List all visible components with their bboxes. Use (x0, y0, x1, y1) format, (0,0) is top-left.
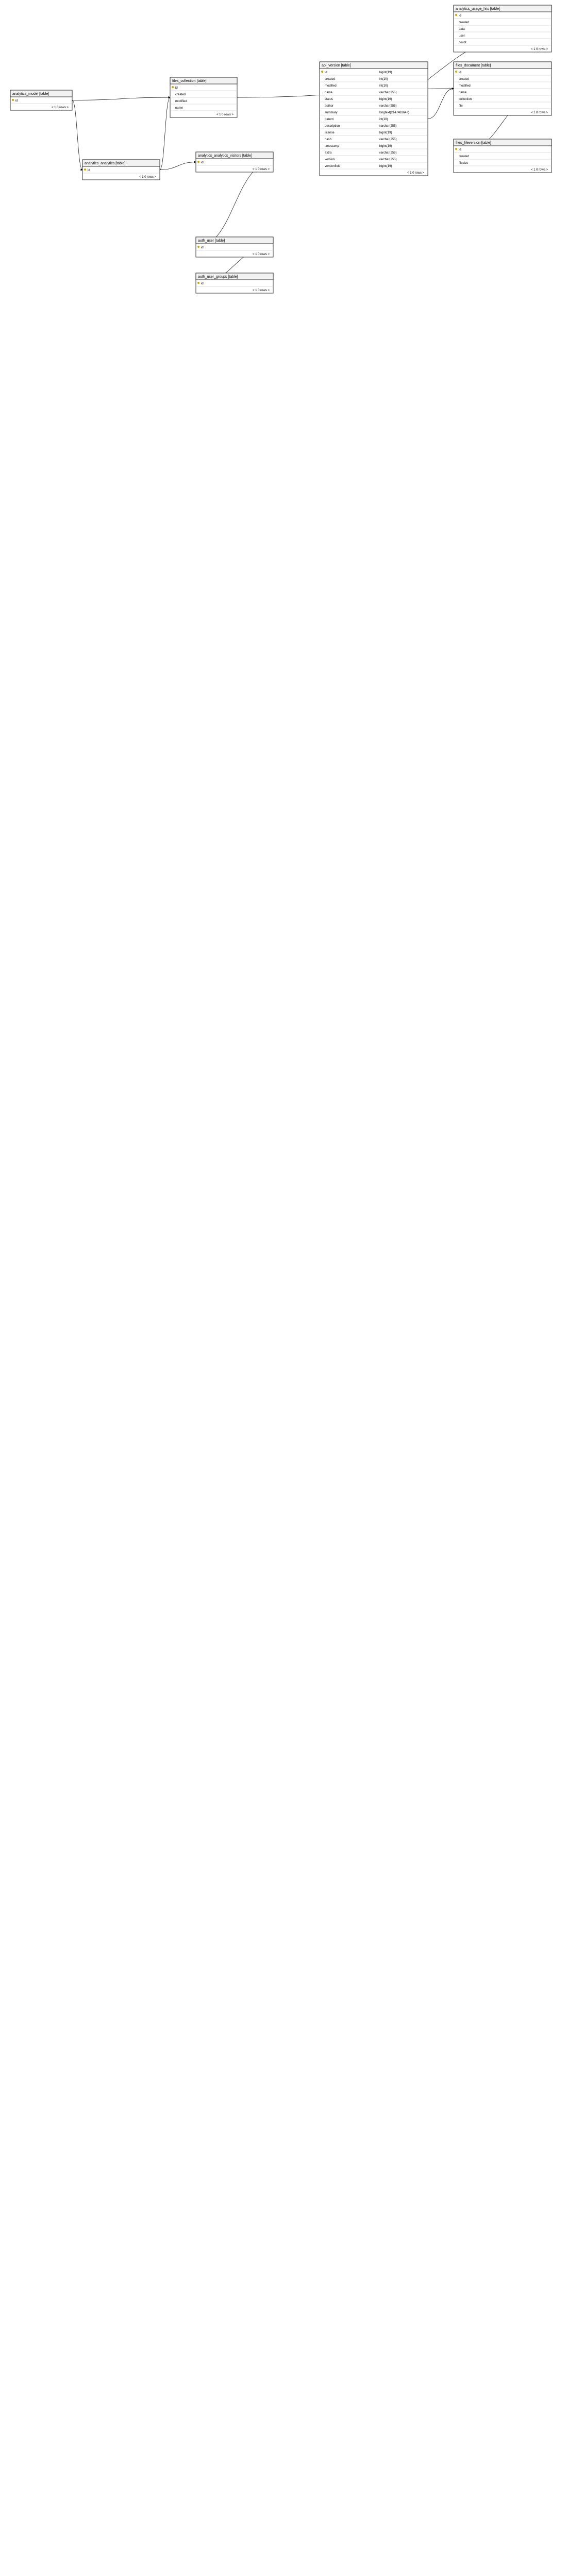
row-count: < 1 0 rows > (531, 48, 548, 51)
column-name: id (201, 246, 204, 249)
table-node[interactable] (196, 237, 273, 257)
table-name: api_version [table] (322, 64, 351, 67)
row-count: < 1 0 rows > (216, 113, 234, 116)
column-name: created (175, 93, 186, 96)
column-name: created (459, 21, 470, 24)
column-name: data (459, 28, 465, 31)
table-nodes (10, 5, 552, 293)
table-name: auth_user_groups [table] (198, 275, 238, 279)
table-node[interactable] (196, 152, 273, 172)
column-name: description (325, 125, 340, 128)
key-icon (12, 99, 14, 101)
column-type: varchar(255) (379, 158, 397, 161)
column-name: version (325, 158, 335, 161)
table-node[interactable] (454, 5, 552, 52)
column-type: varchar(255) (379, 125, 397, 128)
column-name: id (459, 148, 461, 151)
table-node[interactable] (10, 90, 72, 110)
table-name: files_fileversion [table] (456, 141, 491, 145)
column-name: id (459, 71, 461, 74)
key-icon (455, 71, 457, 73)
key-icon (321, 71, 323, 73)
key-icon (197, 282, 199, 284)
table-node[interactable] (170, 77, 237, 117)
relationship-edge (72, 97, 170, 100)
table-name: analytics_analytics_visitors [table] (198, 154, 253, 158)
row-count: < 1 0 rows > (531, 168, 548, 172)
column-name: id (325, 71, 327, 74)
table-name: analytics_model [table] (12, 92, 49, 96)
column-name: id (88, 169, 90, 172)
column-type: varchar(255) (379, 151, 397, 155)
row-count: < 1 0 rows > (139, 176, 157, 179)
table-box (454, 5, 552, 52)
table-node[interactable] (320, 62, 428, 176)
column-type: bigint(19) (379, 98, 392, 101)
relationship-edge (196, 162, 273, 247)
column-name: extra (325, 151, 332, 155)
column-type: int(10) (379, 84, 388, 88)
column-name: name (175, 107, 184, 110)
column-name: name (325, 91, 333, 94)
column-type: varchar(255) (379, 138, 397, 141)
key-icon (455, 14, 457, 16)
column-name: filesize (459, 162, 469, 165)
table-name: analytics_usage_hits [table] (456, 7, 500, 11)
column-type: bigint(19) (379, 71, 392, 74)
relationship-edge (160, 97, 170, 170)
column-name: file (459, 105, 463, 108)
column-type: varchar(255) (379, 105, 397, 108)
column-name: modified (325, 84, 337, 88)
column-name: versionfield (325, 165, 341, 168)
table-box (320, 62, 428, 176)
table-name: auth_user [table] (198, 239, 225, 243)
column-name: created (325, 78, 336, 81)
column-name: timestamp (325, 145, 339, 148)
table-name: files_collection [table] (172, 79, 207, 83)
row-count: < 1 0 rows > (52, 106, 69, 109)
relationship-edge (428, 89, 454, 119)
table-node[interactable] (454, 139, 552, 173)
key-icon (197, 161, 199, 163)
relationship-edge (72, 100, 82, 170)
column-name: id (175, 87, 178, 90)
column-name: summary (325, 111, 338, 114)
row-count: < 1 0 rows > (253, 168, 270, 171)
row-count: < 1 0 rows > (531, 111, 548, 114)
column-name: license (325, 131, 335, 134)
column-name: modified (459, 84, 471, 88)
column-name: user (459, 35, 465, 38)
relationship-edge (160, 162, 196, 170)
column-name: hash (325, 138, 332, 141)
row-count: < 1 0 rows > (407, 172, 425, 175)
table-node[interactable] (82, 160, 160, 180)
table-node[interactable] (454, 62, 552, 115)
key-icon (84, 168, 86, 171)
column-type: longtext(2147483647) (379, 111, 409, 114)
column-name: name (459, 91, 467, 94)
column-type: bigint(19) (379, 145, 392, 148)
column-name: id (201, 282, 204, 285)
column-name: created (459, 155, 470, 158)
row-count: < 1 0 rows > (253, 253, 270, 256)
column-name: count (459, 41, 466, 44)
column-name: author (325, 105, 334, 108)
column-type: int(10) (379, 118, 388, 121)
key-icon (197, 246, 199, 248)
column-name: parent (325, 118, 334, 121)
table-node[interactable] (196, 273, 273, 293)
column-name: id (459, 14, 461, 18)
key-icon (172, 86, 174, 88)
column-name: created (459, 78, 470, 81)
column-name: modified (175, 100, 187, 103)
column-type: int(10) (379, 78, 388, 81)
column-name: id (15, 99, 18, 103)
table-name: analytics_analytics [table] (85, 162, 126, 165)
column-type: bigint(19) (379, 165, 392, 168)
column-name: status (325, 98, 333, 101)
column-type: bigint(19) (379, 131, 392, 134)
column-type: varchar(255) (379, 91, 397, 94)
column-name: id (201, 161, 204, 164)
column-name: collection (459, 98, 472, 101)
row-count: < 1 0 rows > (253, 289, 270, 292)
key-icon (455, 148, 457, 150)
table-name: files_document [table] (456, 64, 491, 67)
